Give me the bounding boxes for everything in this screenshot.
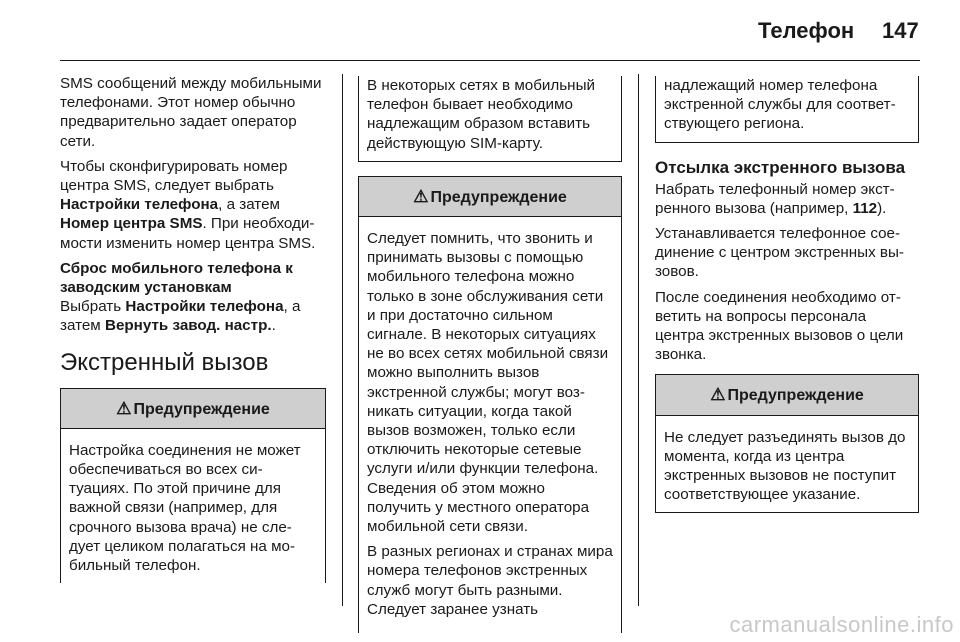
text: , а затем: [60, 298, 301, 335]
menu-ref-phone-settings: Настройки телефона: [60, 196, 219, 214]
column-3: [655, 74, 919, 513]
column-2: [358, 74, 622, 633]
warning-body: [359, 217, 621, 633]
page-title: Телефон: [758, 18, 855, 43]
menu-ref-phone-settings: Настройки телефона: [125, 298, 284, 316]
menu-ref-sms-center-number: Номер центра SMS: [60, 215, 203, 233]
emergency-number: 112: [852, 199, 878, 217]
text: ).: [877, 199, 887, 217]
warning-body: Не следует разъединять вызов до момента, когда из центра экстренных вызовов не поступит соответствующее указание.: [664, 428, 906, 504]
text: . При необходимости изменить номер центра SMS.: [60, 215, 316, 252]
warning-icon: ⚠: [413, 186, 429, 206]
warning-body: Настройка соединения не может обеспечиваться во всех ситуациях. По этой причине для важной связи (например, для срочного вызова врача) не следует целиком полагаться на мобильный телефон.: [69, 441, 301, 575]
text: Чтобы сконфигурировать номер центра SMS, следует выбрать: [60, 157, 288, 195]
text: , а затем: [218, 196, 280, 214]
menu-ref-restore-factory: Вернуть завод. настр.: [104, 317, 272, 335]
section-heading-emergency-call: Экстренный вызов: [60, 348, 269, 376]
subheading-factory-reset: Сброс мобильного телефона к заводским установкам: [60, 259, 293, 297]
paragraph-dial: [655, 180, 919, 218]
emergency-number-note: надлежащий номер телефона экстренной службы для соответствующего региона.: [664, 77, 896, 133]
paragraph-factory-reset: [60, 297, 326, 335]
warning-title: [359, 177, 621, 217]
text: Выбрать: [60, 298, 126, 316]
page-number: 147: [882, 18, 919, 43]
warning-box: [358, 176, 622, 633]
warning-paragraph: Следует помнить, что звонить и принимать вызовы с помощью мобильного телефона можно только в зоне обслуживания сети и при достаточно сильном сигнале. В некоторых ситуациях не во всех сетях мобильной связи можно выполнить вызов экстренной службы; могут возникать ситуации, когда такой вызов возможен, только если отключить некоторые сетевые услуги и/или функции телефона. Сведения об этом можно получить у местного оператора мобильной сети связи.: [367, 230, 609, 536]
continued-box: [358, 76, 622, 162]
paragraph-sms-intro: SMS сообщений между мобильными телефонами. Этот номер обычно предварительно задает оператор сети.: [60, 75, 322, 150]
warning-title-text: Предупреждение: [430, 188, 567, 206]
watermark: carmanualsonline.info: [729, 612, 954, 637]
text: .: [271, 317, 276, 335]
text: Набрать телефонный номер экстренного вызова (например,: [655, 180, 895, 217]
warning-title-text: Предупреждение: [133, 400, 270, 418]
paragraph-answer-questions: После соединения необходимо ответить на вопросы персонала центра экстренных вызовов о цели звонка.: [655, 288, 904, 364]
warning-paragraph: В разных регионах и странах мира номера телефонов экстренных служб могут быть разными. Следует заранее узнать: [367, 543, 613, 618]
header-rule: [60, 60, 920, 61]
page-header: [0, 0, 960, 62]
column-divider: [638, 74, 639, 606]
warning-title: [656, 375, 918, 415]
column-divider: [342, 74, 343, 606]
warning-box: [60, 388, 326, 584]
column-1: [60, 74, 326, 583]
warning-icon: ⚠: [710, 385, 726, 405]
warning-title-text: Предупреждение: [727, 387, 864, 405]
sim-card-note: В некоторых сетях в мобильный телефон бывает необходимо надлежащим образом вставить действующую SIM-карту.: [367, 77, 595, 152]
warning-title: [61, 389, 325, 429]
subheading-send-emergency-call: Отсылка экстренного вызова: [655, 157, 906, 177]
warning-box: [655, 374, 919, 513]
warning-icon: ⚠: [116, 398, 132, 418]
paragraph-connection: Устанавливается телефонное соединение с центром экстренных вызовов.: [655, 225, 904, 281]
paragraph-sms-center: [60, 157, 326, 253]
continued-box: [655, 76, 919, 143]
